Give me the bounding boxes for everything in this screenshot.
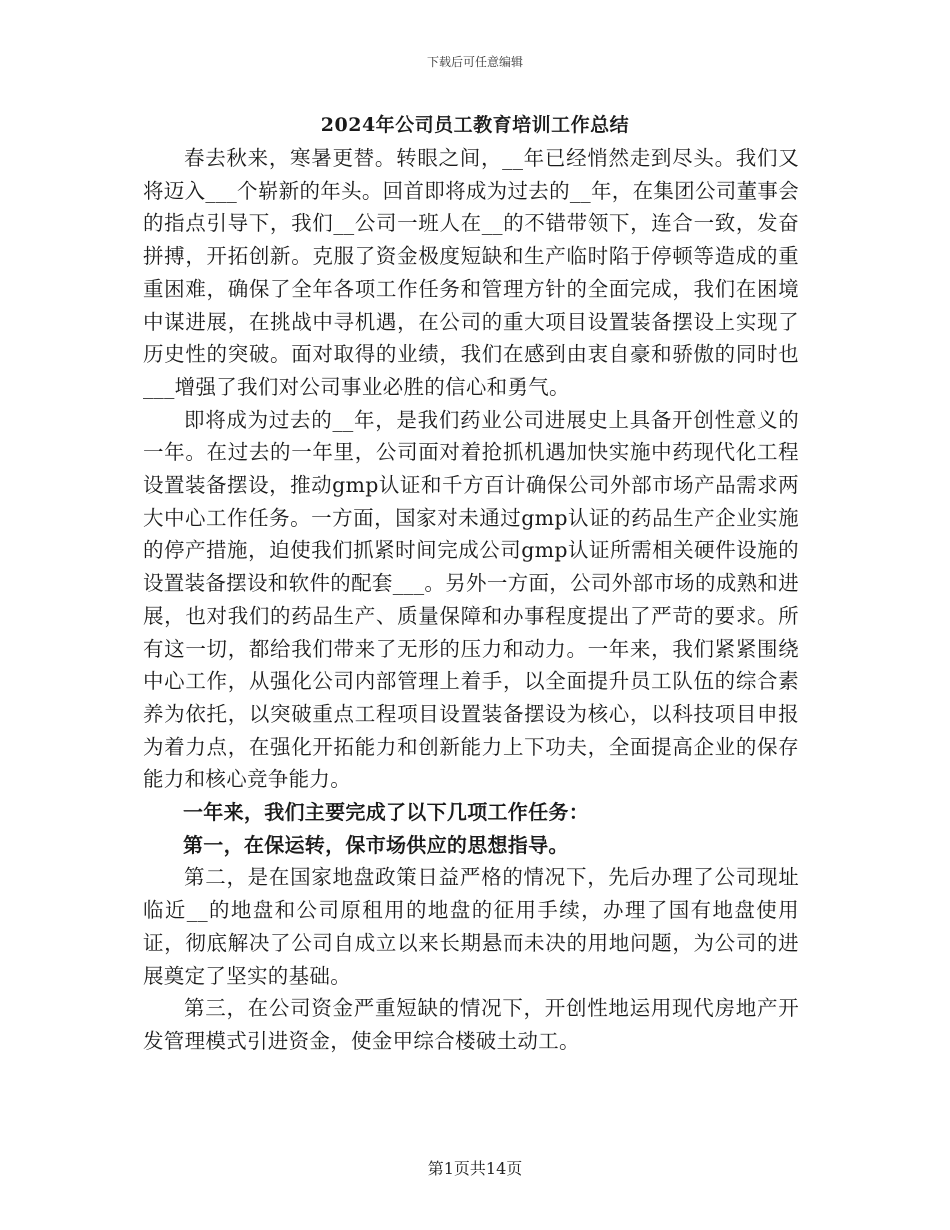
- page-number: 第1页共14页: [427, 1159, 523, 1178]
- paragraph-task-second: 第二，是在国家地盘政策日益严格的情况下，先后办理了公司现址临近__的地盘和公司原租用的地盘的征用手续，办理了国有地盘使用证，彻底解决了公司自成立以来长期悬而未决的用地问题，为公司的进展奠定了坚实的基础。: [143, 865, 799, 988]
- paragraph-tasks-heading: 一年来，我们主要完成了以下几项工作任务：: [183, 800, 589, 825]
- header-note: 下载后可任意编辑: [426, 55, 523, 69]
- paragraph-intro: 春去秋来，寒暑更替。转眼之间，__年已经悄然走到尽头。我们又将迈入___个崭新的年头。回首即将成为过去的__年，在集团公司董事会的指点引导下，我们__公司一班人在__的不错带领下，连合一致，发奋拼搏，开拓创新。克服了资金极度短缺和生产临时陷于停顿等造成的重重困难，确保了全年各项工作任务和管理方针的全面完成，我们在困境中谋进展，在挑战中寻机遇，在公司的重大项目设置装备摆设上实现了历史性的突破。面对取得的业绩，我们在感到由衷自豪和骄傲的同时也___增强了我们对公司事业必胜的信心和勇气。: [143, 146, 799, 399]
- document-title: 2024年公司员工教育培训工作总结: [320, 114, 630, 136]
- paragraph-year-review: 即将成为过去的__年，是我们药业公司进展史上具备开创性意义的一年。在过去的一年里，公司面对着抢抓机遇加快实施中药现代化工程设置装备摆设，推动gmp认证和千方百计确保公司外部市场产品需求两大中心工作任务。一方面，国家对未通过gmp认证的药品生产企业实施的停产措施，迫使我们抓紧时间完成公司gmp认证所需相关硬件设施的设置装备摆设和软件的配套___。另外一方面，公司外部市场的成熟和进展，也对我们的药品生产、质量保障和办事程度提出了严苛的要求。所有这一切，都给我们带来了无形的压力和动力。一年来，我们紧紧围绕中心工作，从强化公司内部管理上着手，以全面提升员工队伍的综合素养为依托，以突破重点工程项目设置装备摆设为核心，以科技项目申报为着力点，在强化开拓能力和创新能力上下功夫，全面提高企业的保存能力和核心竞争能力。: [143, 407, 799, 792]
- document-body: [143, 142, 799, 1058]
- paragraph-task-first: 第一，在保运转，保市场供应的思想指导。: [183, 832, 569, 857]
- paragraph-task-third: 第三，在公司资金严重短缺的情况下，开创性地运用现代房地产开发管理模式引进资金，使金甲综合楼破土动工。: [143, 996, 799, 1053]
